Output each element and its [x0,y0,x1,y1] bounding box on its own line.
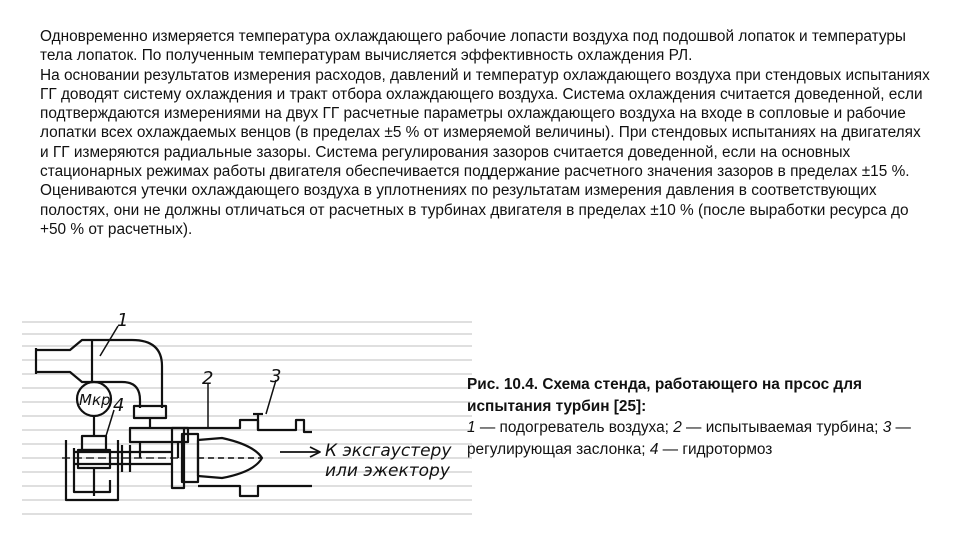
caption-legend [467,417,937,460]
exhaust-duct [184,414,312,496]
legend-text-2: — испытываемая турбина; [681,419,883,436]
outlet-arrow [280,447,320,457]
caption-title: Рис. 10.4. Схема стенда, работающего на прсос для испытания турбин [25]: [467,376,862,415]
label-mkr: Mкр [79,391,111,409]
paragraph-2: На основании результатов измерения расходов, давлений и температур охлаждающего воздуха при стендовых испытаниях ГГ доводят систему охлаждения и тракт отбора охлаждающего воздуха. Система охлаждения считается доведенной, если подтверждаются измерениями на двух ГГ расчетные параметры охлаждающего воздуха на входе в сопловые и рабочие лопатки всех охлаждаемых венцов (в пределах ±5 % от измеряемой величины). При стендовых испытаниях на двигателях и ГГ измеряются радиальные зазоры. Система регулирования зазоров считается доведенной, если на основных стационарных режимах работы двигателя обеспечивается поддержание расчетного значения зазоров в пределах ±15 %. Оцениваются утечки охлаждающего воздуха в уплотнениях по результатам измерения давления в соответствующих полостях, они не должны отличаться от расчетных в турбинах двигателя в пределах ±10 % (после выработки ресурса до +50 % от расчетных). [40,66,930,238]
legend-num-3: 3 [882,419,892,436]
test-stand-figure [22,310,482,530]
scan-background-lines [22,322,472,514]
legend-text-4: — гидротормоз [658,440,773,458]
legend-num-2: 2 [673,419,682,436]
body-text [40,27,930,239]
legend-num-1: 1 [467,419,476,436]
figure-caption [467,374,937,460]
legend-num-4: 4 [649,440,659,458]
outlet-label-line-2: или эжектору [325,461,450,481]
legend-text-1: — подогреватель воздуха; [475,419,674,436]
label-3: 3 [270,366,282,387]
label-4: 4 [113,395,125,416]
paragraph-1: Одновременно измеряется температура охлаждающего рабочие лопасти воздуха под подошвой лопаток и температуры тела лопаток. По полученным температурам вычисляется эффективность охлаждения РЛ. [40,28,906,65]
outlet-label-line-1: К эксгаустеру [325,441,452,461]
legend-text-3: — регулирующая заслонка; [467,419,911,458]
label-2: 2 [202,368,214,389]
label-1: 1 [117,310,129,331]
